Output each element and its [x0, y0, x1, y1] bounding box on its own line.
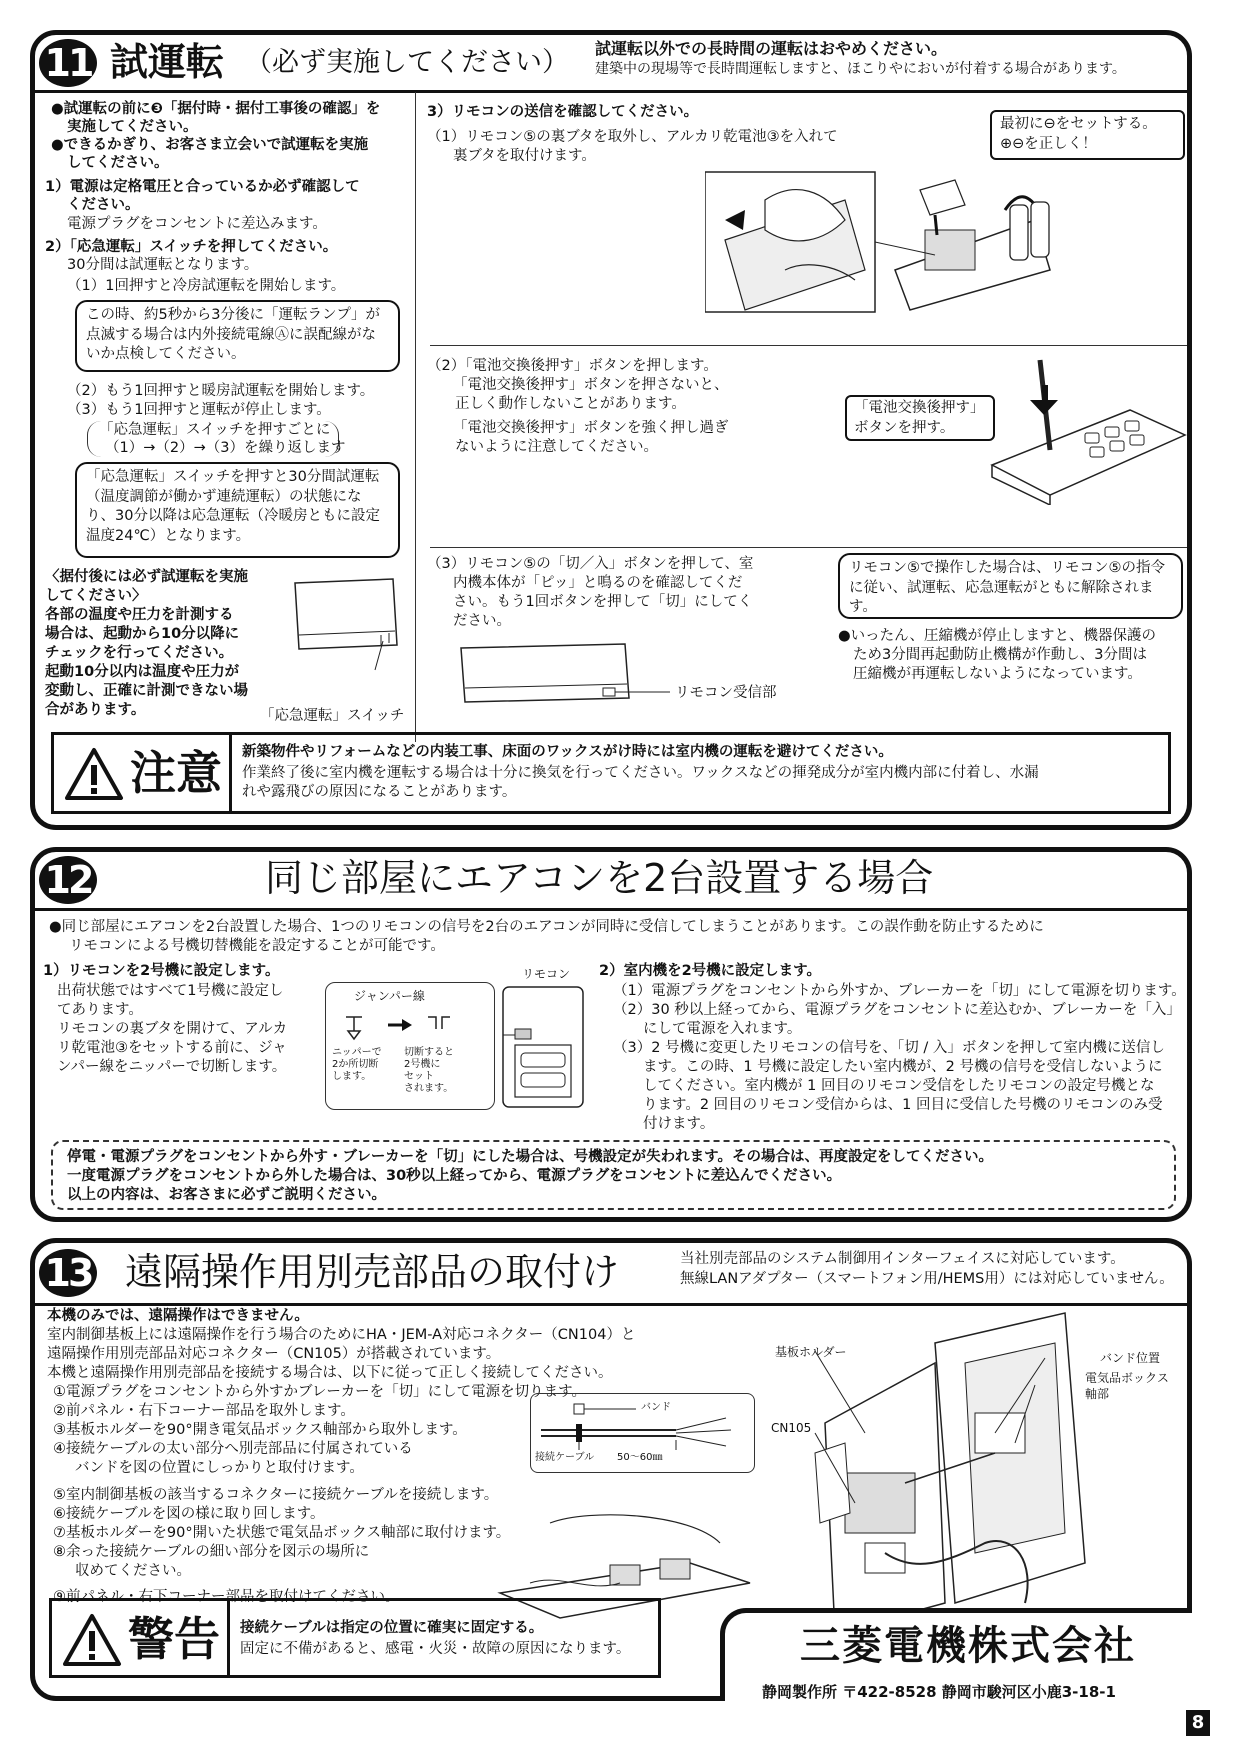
divider-1 — [430, 345, 1187, 346]
section-number: 12 — [39, 856, 97, 904]
step-3a-1: （1）リモコン⑤の裏ブタを取外し、アルカリ乾電池③を入れて — [427, 129, 838, 145]
section-title: 試運転 — [110, 40, 225, 84]
dashed-line-2: 一度電源プラグをコンセントから外した場合は、30秒以上経ってから、電源プラグをコンセントに差込んでください。 — [67, 1168, 842, 1184]
section-12 — [30, 847, 1192, 1222]
receiver-label: リモコン受信部 — [675, 685, 777, 701]
caution-label: 注意 — [130, 746, 222, 800]
note-box-1: この時、約5秒から3分後に「運転ランプ」が点滅する場合は内外接続電線Ⓐに誤配線がないか点検してください。 — [75, 300, 400, 372]
note-box-2: 「応急運転」スイッチを押すと30分間試運転（温度調節が働かず連続運転）の状態になり、30分以降は応急運転（冷暖房ともに設定温度24℃）となります。 — [75, 462, 400, 558]
step-3b-2: 「電池交換後押す」ボタンを押さないと、 — [453, 377, 729, 393]
intro-2: リモコンによる号機切替機能を設定することが可能です。 — [69, 938, 445, 954]
s13-step-6: ⑥接続ケーブルを図の様に取り回します。 — [53, 1506, 325, 1522]
fig-length-label: 50〜60㎜ — [617, 1452, 663, 1463]
header-note: 建築中の現場等で長時間運転しますと、ほこりやにおいが付着する場合があります。 — [595, 61, 1126, 77]
header-note-bold: 試運転以外での長時間の運転はおやめください。 — [595, 39, 948, 58]
s12-step-1b: てあります。 — [57, 1002, 143, 1018]
s13-step-9: ⑨前パネル・右下コーナー部品を取付けてください。 — [53, 1589, 400, 1605]
paren-line-2: （1）→（2）→（3）を繰り返します — [105, 440, 346, 456]
s13-line-3: 本機と遠隔操作用別売部品を接続する場合は、以下に従って正しく接続してください。 — [47, 1365, 613, 1381]
page-number: 8 — [1186, 1710, 1210, 1736]
s12-step-2a: （1）電源プラグをコンセントから外すか、ブレーカーを「切」にして電源を切ります。 — [613, 983, 1186, 999]
step-3b-4: 「電池交換後押す」ボタンを強く押し過ぎ — [453, 420, 729, 436]
button-callout-1: 「電池交換後押す」 — [854, 400, 985, 416]
indoor-unit-figure — [285, 575, 405, 675]
battery-callout — [990, 110, 1185, 160]
step-1: 1）電源は定格電圧と合っているか必ず確認して — [45, 179, 360, 195]
step-2d: （2）もう1回押すと暖房試運転を開始します。 — [67, 383, 375, 399]
header-note-2: 無線LANアダプター（スマートフォン用/HEMS用）には対応していません。 — [680, 1271, 1174, 1287]
indoor-unit-receiver-figure — [455, 640, 675, 735]
dashed-line-1: 停電・電源プラグをコンセントから外す・ブレーカーを「切」にした場合は、号機設定が失われます。その場合は、再度設定をしてください。 — [67, 1149, 993, 1165]
section-title: 遠隔操作用別売部品の取付け — [125, 1250, 620, 1294]
fig-cut-3: セット — [404, 1071, 434, 1082]
battery-callout-2: ⊕⊖を正しく！ — [1000, 135, 1097, 152]
s13-step-4b: バンドを図の位置にしっかりと取付けます。 — [75, 1460, 364, 1476]
step-3b-3: 正しく動作しないことがあります。 — [455, 396, 686, 412]
fig-cut-2: 2号機に — [404, 1059, 441, 1070]
fig-box-label-1: 電気品ボックス — [1085, 1371, 1169, 1385]
after-install-5: チェックを行ってください。 — [45, 645, 234, 661]
after-install-6: 起動10分以内は温度や圧力が — [45, 664, 240, 680]
after-install-8: 合があります。 — [45, 702, 146, 718]
step-3c-1: （3）リモコン⑤の「切／入」ボタンを押して、室 — [427, 556, 754, 572]
section-number: 11 — [39, 39, 97, 87]
s12-step-2: 2）室内機を2号機に設定します。 — [599, 963, 822, 979]
s13-step-8: ⑧余った接続ケーブルの細い部分を図示の場所に — [53, 1544, 370, 1560]
note-box-3: リモコン⑤で操作した場合は、リモコン⑤の指令に従い、試運転、応急運転がともに解除されます。 — [838, 553, 1183, 619]
fig-nipper-1: ニッパーで — [332, 1047, 382, 1058]
header-note-1: 当社別売部品のシステム制御用インターフェイスに対応しています。 — [680, 1251, 1125, 1267]
fig-cable-label: 接続ケーブル — [535, 1452, 595, 1463]
step-3a-2: 裏ブタを取付けます。 — [453, 148, 596, 164]
button-callout — [845, 395, 995, 441]
after-install-2: してください〉 — [45, 588, 147, 604]
s12-step-2c-1: （3）2 号機に変更したリモコンの信号を、「切 / 入」ボタンを押して室内機に送信し — [613, 1040, 1165, 1056]
caution-bold: 新築物件やリフォームなどの内装工事、床面のワックスがけ時には室内機の運転を避けてください。 — [242, 744, 893, 760]
fig-cut-4: されます。 — [404, 1083, 454, 1094]
fig-holder-label: 基板ホルダー — [775, 1345, 847, 1359]
step-3c-2: 内機本体が「ピッ」と鳴るのを確認してくだ — [453, 575, 743, 591]
section-number: 13 — [39, 1249, 97, 1297]
s12-step-2b-2: にして電源を入れます。 — [643, 1021, 802, 1037]
jumper-diagram — [336, 1009, 486, 1041]
warning-label: 警告 — [128, 1612, 220, 1666]
step-2e: （3）もう1回押すと運転が停止します。 — [67, 402, 331, 418]
section-11-header — [35, 35, 1187, 93]
after-install-7: 変動し、正確に計測できない場 — [45, 683, 248, 699]
s12-step-2c-2: ます。この時、1 号機に設定したい室内機が、2 号機の信号を受信しないように — [643, 1059, 1163, 1075]
band-figure — [530, 1393, 755, 1473]
s12-step-1c: リモコンの裏ブタを開けて、アルカ — [57, 1021, 288, 1037]
warning-box — [49, 1598, 661, 1678]
step-2: 2）「応急運転」スイッチを押してください。 — [45, 239, 338, 255]
remote-back-figure — [501, 985, 586, 1110]
fig-cut-1: 切断すると — [404, 1047, 454, 1058]
s13-step-5: ⑤室内制御基板の該当するコネクターに接続ケーブルを接続します。 — [53, 1487, 499, 1503]
s13-step-3: ③基板ホルダーを90°開き電気品ボックス軸部から取外します。 — [53, 1422, 467, 1438]
control-board-figure — [785, 1303, 1095, 1648]
s12-step-1d: リ乾電池③をセットする前に、ジャ — [57, 1040, 287, 1056]
step-3: 3）リモコンの送信を確認してください。 — [427, 104, 699, 120]
caution-box — [51, 732, 1171, 814]
step-2b: 30分間は試運転となります。 — [67, 257, 259, 273]
fig-remote-label: リモコン — [522, 967, 571, 981]
s13-step-4: ④接続ケーブルの太い部分へ別売部品に付属されている — [53, 1441, 413, 1457]
s12-step-1e: ンパー線をニッパーで切断します。 — [57, 1059, 287, 1075]
note-line-3: 圧縮機が再運転しないようになっています。 — [853, 666, 1142, 682]
fig-cn105-label: CN105 — [771, 1421, 812, 1435]
column-divider — [415, 92, 416, 742]
s12-step-2c-5: 付けます。 — [643, 1116, 715, 1132]
paren-line-1: 「応急運転」スイッチを押すごとに — [99, 422, 331, 438]
step-2c: （1）1回押すと冷房試運転を開始します。 — [67, 278, 346, 294]
note-line-1: ●いったん、圧縮機が停止しますと、機器保護の — [838, 628, 1157, 644]
fig-jumper-label: ジャンパー線 — [354, 989, 425, 1003]
fig-nipper-3: します。 — [332, 1071, 372, 1082]
button-callout-2: ボタンを押す。 — [854, 419, 955, 436]
battery-insert-figure — [705, 160, 1085, 320]
section-12-header — [35, 852, 1187, 911]
s13-bold-1: 本機のみでは、遠隔操作はできません。 — [47, 1308, 309, 1324]
dashed-line-3: 以上の内容は、お客さまに必ずご説明ください。 — [67, 1187, 386, 1203]
bullet-2: ●できるかぎり、お客さま立会いで試運転を実施 — [51, 137, 369, 153]
divider-2 — [430, 547, 1187, 548]
s12-step-2c-4: ります。2 回目のリモコン受信からは、1 回目に受信した号機のリモコンのみ受 — [643, 1097, 1163, 1113]
bullet-2b: してください。 — [67, 155, 169, 171]
after-install-4: 場合は、起動から10分以降に — [45, 626, 240, 642]
caution-text-2: れや露飛びの原因になることがあります。 — [242, 784, 517, 800]
after-install-1: 〈据付後には必ず試運転を実施 — [45, 569, 248, 585]
s13-step-2: ②前パネル・右下コーナー部品を取外します。 — [53, 1403, 355, 1419]
s12-step-1a: 出荷状態ではすべて1号機に設定し — [57, 983, 284, 999]
s12-step-2b-1: （2）30 秒以上経ってから、電源プラグをコンセントに差込むか、ブレーカーを「入」 — [613, 1002, 1181, 1018]
caution-label-area — [54, 735, 232, 811]
section-title: 同じ部屋にエアコンを2台設置する場合 — [265, 856, 934, 900]
s13-line-1: 室内制御基板上には遠隔操作を行う場合のためにHA・JEM-A対応コネクター（CN104）と — [47, 1327, 636, 1343]
jumper-figure — [325, 982, 495, 1110]
company-address: 静岡製作所 〒422-8528 静岡市駿河区小鹿3-18-1 — [762, 1683, 1116, 1701]
warning-bold: 接続ケーブルは指定の位置に確実に固定する。 — [240, 1620, 544, 1636]
step-1b: ください。 — [67, 197, 140, 213]
switch-label: 「応急運転」スイッチ — [260, 708, 405, 724]
s12-step-1: 1）リモコンを2号機に設定します。 — [43, 963, 280, 979]
s13-step-1: ①電源プラグをコンセントから外すかブレーカーを「切」にして電源を切ります。 — [53, 1384, 586, 1400]
bullet-1: ●試運転の前に❸「据付時・据付工事後の確認」を — [51, 101, 381, 117]
fig-bandpos-label: バンド位置 — [1100, 1351, 1161, 1365]
dashed-notice — [51, 1140, 1176, 1210]
s13-step-7: ⑦基板ホルダーを90°開いた状態で電気品ボックス軸部に取付けます。 — [53, 1525, 511, 1541]
remote-button-figure — [990, 355, 1190, 505]
fig-box-label-2: 軸部 — [1085, 1387, 1110, 1401]
bullet-1b: 実施してください。 — [67, 119, 198, 135]
warning-label-area — [52, 1601, 230, 1675]
fig-band-label: バンド — [641, 1402, 671, 1413]
step-3b-5: ないように注意してください。 — [455, 439, 658, 455]
section-subtitle: （必ず実施してください） — [245, 47, 569, 78]
fig-nipper-2: 2か所切断 — [332, 1059, 379, 1070]
s12-step-2c-3: してください。室内機が 1 回目のリモコン受信をしたリモコンの設定号機とな — [643, 1078, 1155, 1094]
step-3c-3: さい。もう1回ボタンを押して「切」にしてく — [453, 594, 753, 610]
step-3c-4: ださい。 — [453, 613, 511, 629]
intro-1: ●同じ部屋にエアコンを2台設置した場合、1つのリモコンの信号を2台のエアコンが同時に受信してしまうことがあります。この誤作動を防止するために — [49, 919, 1044, 935]
step-1c: 電源プラグをコンセントに差込みます。 — [67, 216, 327, 232]
section-11 — [30, 30, 1192, 830]
s13-line-2: 遠隔操作用別売部品対応コネクター（CN105）が搭載されています。 — [47, 1346, 501, 1362]
warning-triangle-icon — [64, 747, 124, 801]
warning-text: 固定に不備があると、感電・火災・故障の原因になります。 — [240, 1641, 631, 1657]
battery-callout-1: 最初に⊖をセットする。 — [1000, 116, 1157, 132]
section-13-header — [35, 1243, 1187, 1306]
step-3b-1: （2）「電池交換後押す」ボタンを押します。 — [427, 358, 718, 374]
caution-text-1: 作業終了後に室内機を運転する場合は十分に換気を行ってください。ワックスなどの揮発成分が室内機内部に付着し、水漏 — [242, 765, 1039, 781]
s13-step-8b: 収めてください。 — [75, 1563, 191, 1579]
company-name: 三菱電機株式会社 — [800, 1623, 1136, 1669]
warning-triangle-icon — [62, 1613, 122, 1667]
after-install-3: 各部の温度や圧力を計測する — [45, 607, 234, 623]
note-line-2: ため3分間再起動防止機構が作動し、3分間は — [853, 647, 1147, 663]
